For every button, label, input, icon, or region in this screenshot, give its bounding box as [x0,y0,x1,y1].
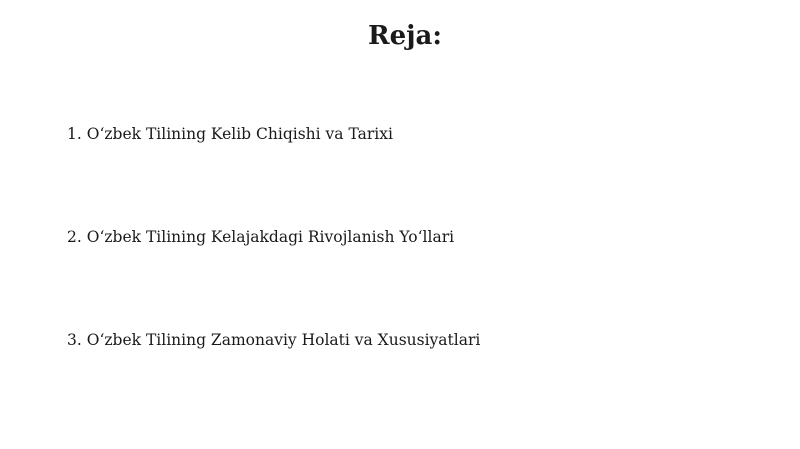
plan-item-text: O‘zbek Tilining Kelib Chiqishi va Tarixi [86,125,393,143]
plan-item-text: O‘zbek Tilining Zamonaviy Holati va Xususiyatlari [86,331,481,349]
slide-title: Reja: [367,21,442,51]
plan-item-number: 2. [67,228,82,246]
plan-item-text: O‘zbek Tilining Kelajakdagi Rivojlanish Yo‘llari [86,228,455,246]
plan-item-number: 3. [67,331,82,349]
plan-item-2 [67,226,454,248]
plan-item-3 [67,329,480,351]
plan-item-number: 1. [67,125,82,143]
plan-item-1 [67,123,393,145]
